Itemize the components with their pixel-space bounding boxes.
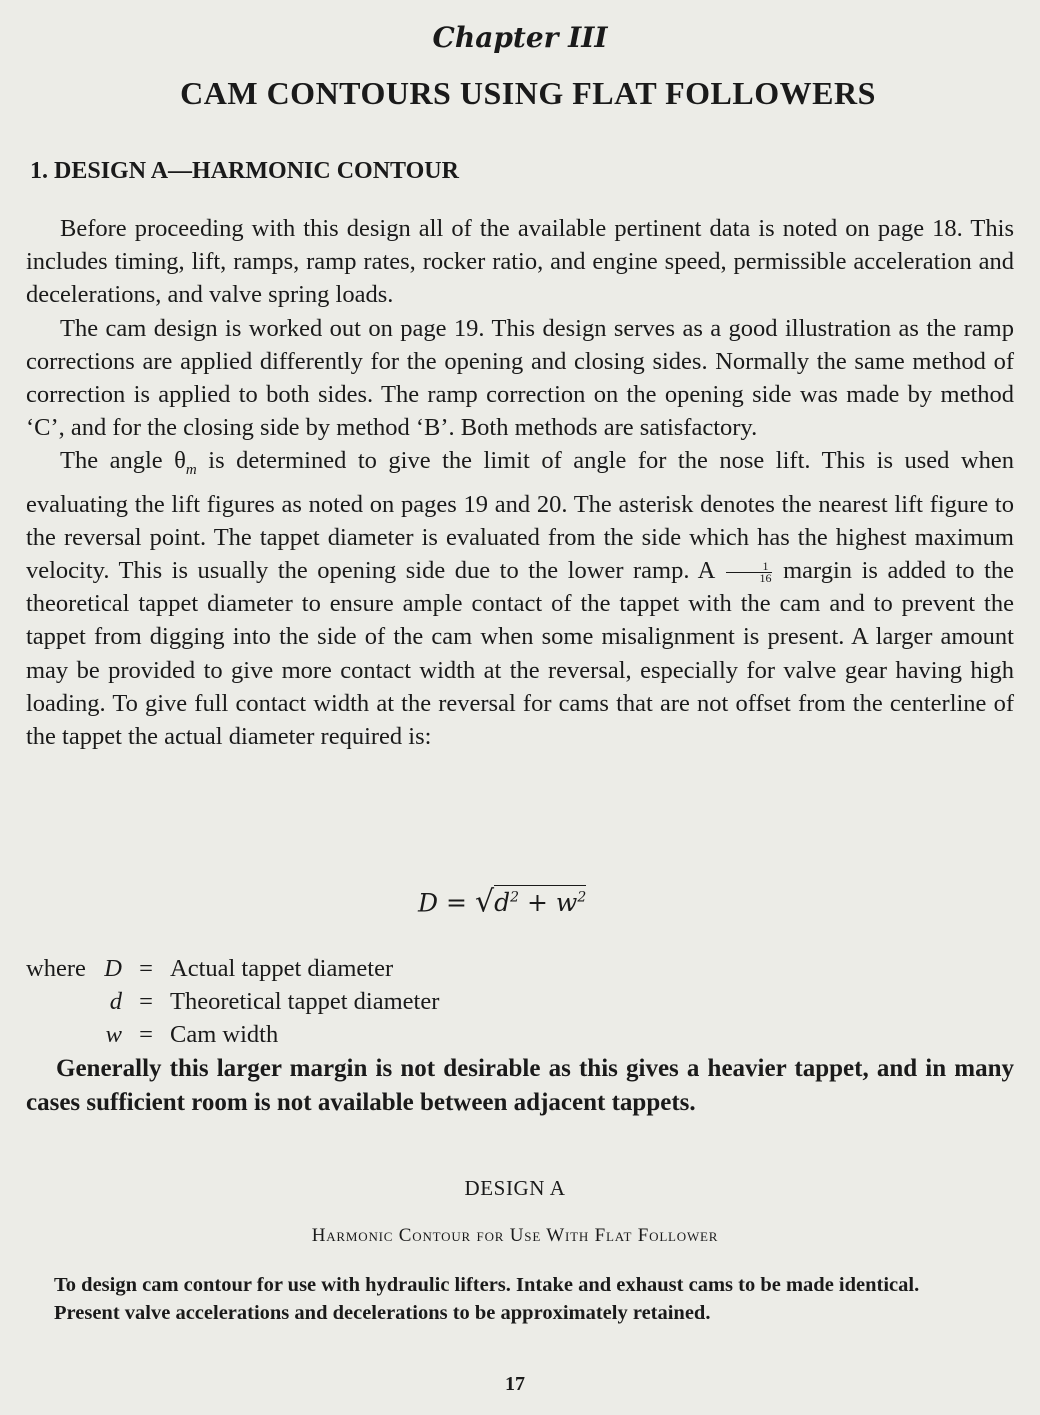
paragraph-3-part-a: The angle θ bbox=[60, 447, 186, 475]
radical-icon: √ bbox=[475, 884, 495, 920]
paragraph-3 bbox=[26, 444, 1014, 753]
closing-text bbox=[26, 1052, 1014, 1119]
formula-plus: + bbox=[519, 888, 556, 918]
definition-lead: where bbox=[26, 955, 86, 982]
formula-exponent-2: 2 bbox=[577, 890, 587, 906]
paragraph-3-part-c: margin is added to the theoretical tappet diameter to ensure ample contact of the tappet with the cam and to prevent the tappet from digging into the side of the cam when some misalignment is present. A larger amount may be provided to give more contact width at the reversal, especially for valve gear having high loading. To give full contact width at the reversal for cams that are not offset from the centerline of the tappet the actual diameter required is: bbox=[26, 556, 1014, 750]
theta-subscript: m bbox=[185, 462, 197, 479]
fraction-denominator: 16 bbox=[759, 570, 772, 585]
definition-symbol: d bbox=[109, 988, 122, 1015]
formula-term-w: w bbox=[555, 888, 578, 918]
diameter-formula bbox=[418, 878, 586, 923]
definition-row bbox=[26, 952, 439, 985]
definition-row bbox=[26, 1018, 439, 1051]
chapter-title: CAM CONTOURS USING FLAT FOLLOWERS bbox=[180, 75, 876, 111]
formula-lhs: D bbox=[418, 888, 439, 918]
definition-text: Cam width bbox=[170, 1021, 279, 1048]
definition-row bbox=[26, 985, 439, 1018]
definition-symbol: D bbox=[104, 955, 122, 982]
paragraph-1: Before proceeding with this design all of the available pertinent data is noted on page 18. This includes timing, lift, ramps, ramp rates, rocker ratio, and engine speed, permissible acceleration and decelerations, and valve spring loads. bbox=[26, 215, 1014, 309]
definition-symbol: w bbox=[105, 1021, 122, 1048]
definition-text: Theoretical tappet diameter bbox=[170, 988, 440, 1015]
page-number: 17 bbox=[505, 1373, 525, 1395]
formula-radicand bbox=[494, 885, 586, 917]
formula-term-d: d bbox=[494, 888, 511, 918]
paragraph-2: The cam design is worked out on page 19. This design serves as a good illustration as the ramp corrections are applied differently for the opening and closing sides. Normally the same method of correction is applied to both sides. The ramp correction on the opening side was made by method ‘C’, and for the closing side by method ‘B’. Both methods are satisfactory. bbox=[26, 314, 1014, 442]
definition-equals: = bbox=[139, 988, 153, 1015]
design-notes bbox=[22, 1272, 1012, 1327]
formula-exponent-1: 2 bbox=[510, 890, 520, 906]
design-note: To design cam contour for use with hydraulic lifters. Intake and exhaust cams to be made identical. bbox=[54, 1274, 920, 1296]
design-subtitle: Harmonic Contour for Use With Flat Follower bbox=[311, 1225, 719, 1246]
definition-equals: = bbox=[139, 1021, 153, 1048]
paragraph-3-part-b: is determined to give the limit of angle for the nose lift. This is used when evaluating the lift figures as noted on pages 19 and 20. The asterisk denotes the nearest lift figure to the reversal point. The tappet diameter is evaluated from the side which has the highest maximum velocity. This is usually the opening side due to the lower ramp. A bbox=[26, 447, 1014, 584]
definition-text: Actual tappet diameter bbox=[170, 955, 394, 982]
fraction-one-sixteenth bbox=[726, 558, 772, 585]
chapter-label: Chapter III bbox=[432, 21, 608, 54]
section-heading: 1. DESIGN A—HARMONIC CONTOUR bbox=[30, 158, 459, 184]
formula-equals: = bbox=[446, 888, 467, 918]
body-text bbox=[26, 212, 1014, 753]
definitions-list bbox=[26, 952, 439, 1051]
closing-paragraph: Generally this larger margin is not desirable as this gives a heavier tappet, and in many cases sufficient room is not available between adjacent tappets. bbox=[26, 1055, 1014, 1116]
design-title: DESIGN A bbox=[464, 1176, 566, 1200]
fraction-numerator: 1 bbox=[726, 561, 772, 573]
design-note: Present valve accelerations and decelerations to be approximately retained. bbox=[54, 1301, 711, 1324]
definition-equals: = bbox=[139, 955, 153, 982]
